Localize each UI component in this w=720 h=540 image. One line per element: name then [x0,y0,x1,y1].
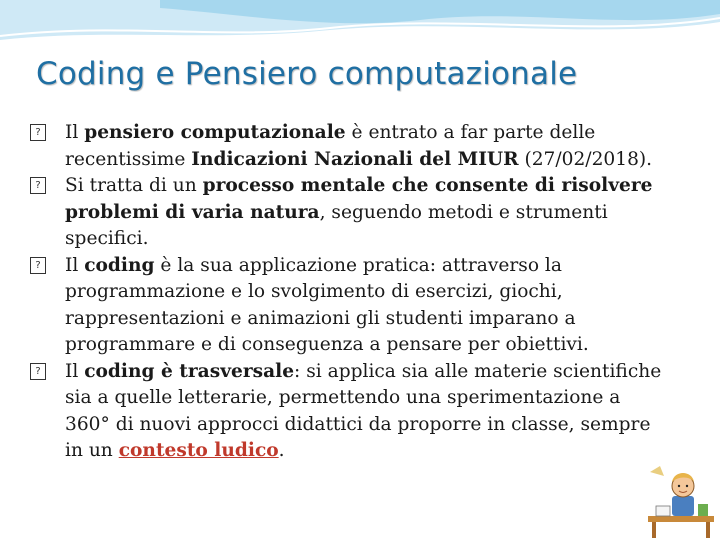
text-run: è entrato a far parte delle recentissime [65,122,596,170]
text-run: Il [65,254,85,276]
text-run: è la sua applicazione pratica: attraverso la programmazione e lo svolgimento di esercizi, giochi, rappresentazioni e animazioni gli studenti imparano a programmare e di conseguenza a pensare per obiettivi. [65,254,589,355]
bullet-item-2 [30,173,670,253]
text-run: Si tratta di un [65,175,203,196]
missing-glyph-bullet-icon: ? [30,363,46,380]
header-wave-decoration [0,0,720,60]
text-run: . [278,440,285,461]
missing-glyph-bullet-icon: ? [30,177,46,194]
text-run: , seguendo metodi e strumenti specifici. [65,201,608,249]
missing-glyph-bullet-icon: ? [30,124,46,141]
slide-body [30,120,670,465]
bullet-item-1 [30,120,670,173]
bullet-item-4 [30,359,670,465]
bold-run: Indicazioni Nazionali del MIUR [191,148,519,170]
contesto-ludico-link[interactable]: contesto ludico [118,440,279,461]
bullet-item-3 [30,253,670,359]
text-run: Il [65,360,85,382]
text-run: (27/02/2018). [518,148,653,170]
text-run: Il [65,122,85,143]
bold-run: processo mentale che consente di risolvere problemi di varia natura [65,175,653,223]
text-run: : si applica sia alle materie scientifiche sia a quelle letterarie, permettendo una sperimentazione a 360° di nuovi approcci didattici da proporre in classe, sempre in un [65,360,662,461]
bold-run: coding è trasversale [84,360,295,382]
bold-run: pensiero computazionale [84,122,346,143]
bold-run: coding [84,254,155,276]
child-at-desk-illustration [642,458,720,540]
missing-glyph-bullet-icon: ? [30,257,46,274]
slide-title: Coding e Pensiero computazionale [36,56,578,92]
